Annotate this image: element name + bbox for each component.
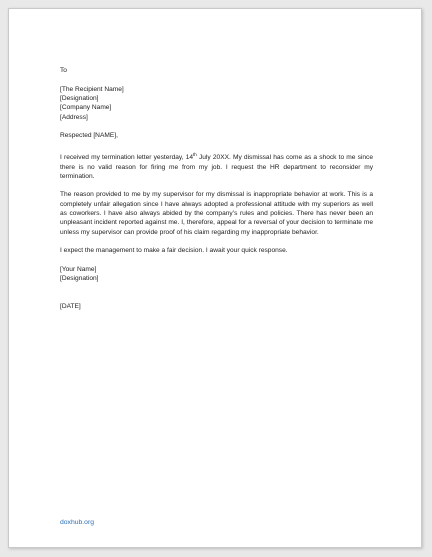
document-page bbox=[8, 8, 422, 548]
paragraph-3: I expect the management to make a fair decision. I await your quick response. bbox=[60, 247, 288, 255]
salutation: Respected [NAME], bbox=[60, 132, 118, 140]
paragraph-1-end: July 20XX. My dismissal has come as a shock to me since there is no valid reason for firing me from my job. I request the HR department to reconsider my termination. bbox=[60, 154, 373, 180]
to-label: To bbox=[60, 67, 67, 74]
footer-link[interactable]: doxhub.org bbox=[60, 519, 95, 526]
paragraph-1-start: I received my termination letter yesterday, 14 bbox=[60, 154, 194, 162]
recipient-address: [Address] bbox=[60, 113, 88, 121]
sender-designation: [Designation] bbox=[60, 275, 99, 283]
sender-name: [Your Name] bbox=[60, 265, 97, 273]
letter-body bbox=[60, 66, 373, 312]
paragraph-2: The reason provided to me by my supervisor for my dismissal is inappropriate behavior at work. This is a completely unfair allegation since I have always adopted a professional attitude with my superiors as well as coworkers. I have also always abided by the company’s rules and policies. There has never been an unpleasant incident reported against me. I, therefore, appeal for a reversal of your decision to terminate me unless my supervisor can provide proof of his claim regarding my inappropriate behavior. bbox=[60, 191, 373, 236]
recipient-designation: [Designation] bbox=[60, 95, 99, 103]
paragraph-1 bbox=[60, 150, 373, 181]
ordinal-suffix: th bbox=[193, 152, 197, 158]
date-field: [DATE] bbox=[60, 303, 81, 311]
recipient-company: [Company Name] bbox=[60, 104, 112, 112]
recipient-name: [The Recipient Name] bbox=[60, 85, 124, 93]
